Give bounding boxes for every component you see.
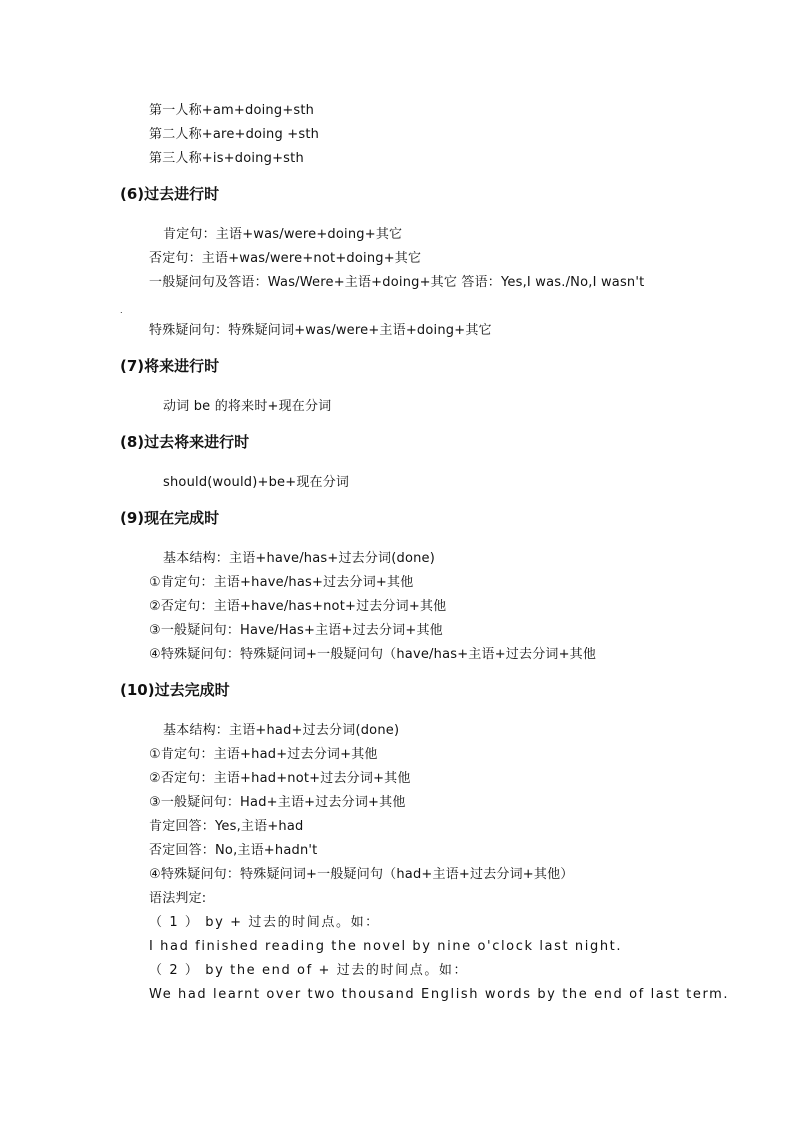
text-line: 第二人称+are+doing +sth — [149, 127, 320, 142]
text-line: 一般疑问句及答语：Was/Were+主语+doing+其它 答语：Yes,I was./No,I wasn't — [149, 275, 645, 290]
text-line: ①肯定句：主语+had+过去分词+其他 — [149, 747, 378, 762]
text-line: 基本结构：主语+had+过去分词(done) — [163, 723, 400, 738]
text-line: 第三人称+is+doing+sth — [149, 151, 304, 166]
text-line: 基本结构：主语+have/has+过去分词(done) — [163, 551, 436, 566]
text-line: We had learnt over two thousand English words by the end of last term. — [149, 987, 730, 1002]
text-line: 动词 be 的将来时+现在分词 — [163, 399, 332, 414]
text-line: ②否定句：主语+had+not+过去分词+其他 — [149, 771, 411, 786]
text-line: ②否定句：主语+have/has+not+过去分词+其他 — [149, 599, 447, 614]
text-line: ④特殊疑问句：特殊疑问词+一般疑问句（have/has+主语+过去分词+其他 — [149, 647, 597, 662]
text-line: 肯定句：主语+was/were+doing+其它 — [163, 227, 403, 242]
section-heading: (7)将来进行时 — [120, 357, 220, 375]
section-heading: (9)现在完成时 — [120, 509, 220, 527]
stray-dot: . — [120, 306, 123, 315]
text-line: 否定句：主语+was/were+not+doing+其它 — [149, 251, 422, 266]
text-line: （ 2 ） by the end of + 过去的时间点。如： — [149, 963, 469, 978]
section-heading: (10)过去完成时 — [120, 681, 230, 699]
text-line: should(would)+be+现在分词 — [163, 475, 350, 490]
text-line: 第一人称+am+doing+sth — [149, 103, 315, 118]
text-line: 肯定回答：Yes,主语+had — [149, 819, 304, 834]
section-heading: (8)过去将来进行时 — [120, 433, 250, 451]
text-line: I had finished reading the novel by nine o'clock last night. — [149, 939, 623, 954]
section-heading: (6)过去进行时 — [120, 185, 220, 203]
text-line: 语法判定: — [149, 891, 207, 906]
text-line: ③一般疑问句：Had+主语+过去分词+其他 — [149, 795, 406, 810]
text-line: （ 1 ） by + 过去的时间点。如： — [149, 915, 380, 930]
text-line: 特殊疑问句：特殊疑问词+was/were+主语+doing+其它 — [149, 323, 492, 338]
text-line: ③一般疑问句：Have/Has+主语+过去分词+其他 — [149, 623, 443, 638]
text-line: ④特殊疑问句：特殊疑问词+一般疑问句（had+主语+过去分词+其他） — [149, 867, 574, 882]
text-line: ①肯定句：主语+have/has+过去分词+其他 — [149, 575, 414, 590]
text-line: 否定回答：No,主语+hadn't — [149, 843, 318, 858]
